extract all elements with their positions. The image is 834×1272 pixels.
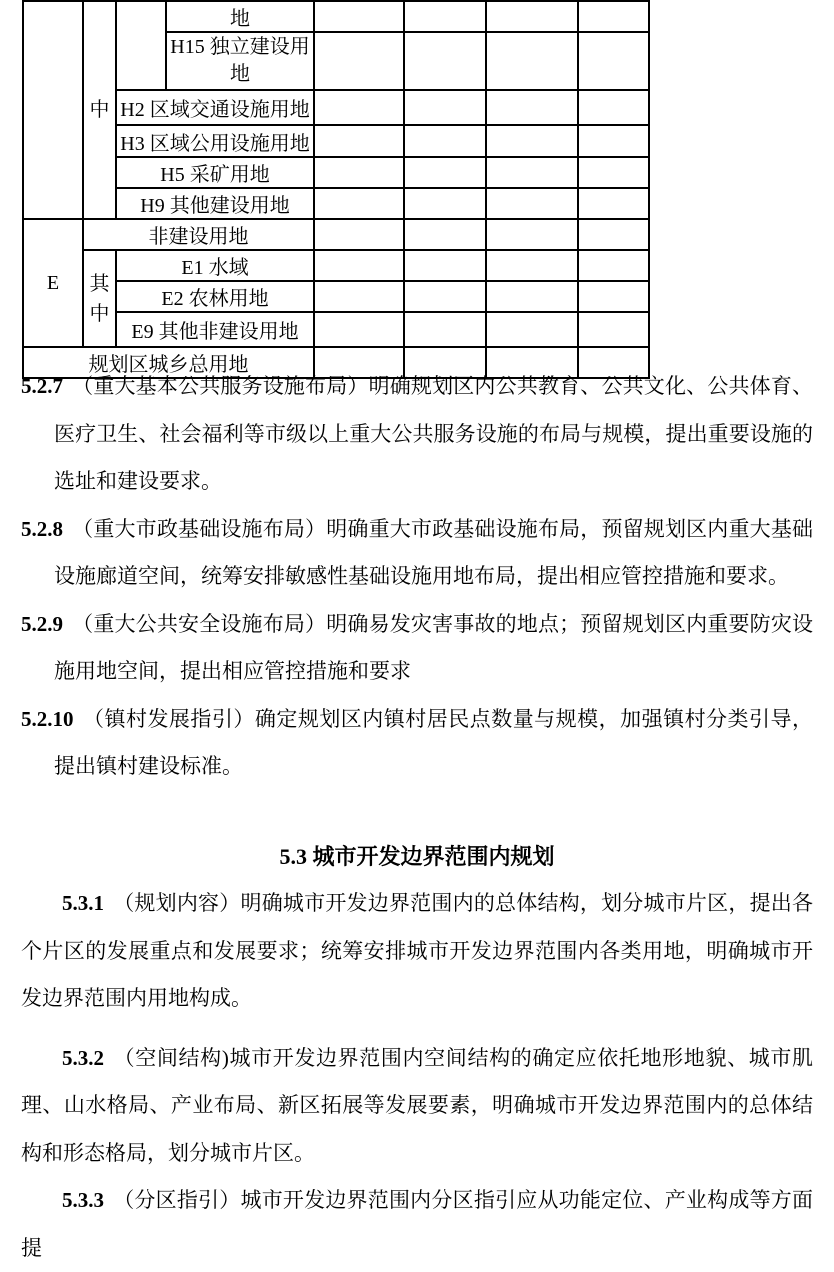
- table-data-cell: [404, 219, 486, 250]
- table-data-cell: [314, 250, 404, 281]
- table-data-cell: [578, 188, 649, 219]
- table-data-cell: [486, 125, 578, 157]
- table-data-cell: [314, 90, 404, 125]
- table-cell-h5: H5 采矿用地: [116, 157, 314, 188]
- table-data-cell: [486, 312, 578, 347]
- table-data-cell: [578, 90, 649, 125]
- table-cell-h2: H2 区域交通设施用地: [116, 90, 314, 125]
- clause-text: （重大公共安全设施布局）明确易发灾害事故的地点；预留规划区内重要防灾设施用地空间，提出相应管控措施和要求: [54, 611, 813, 683]
- table-data-cell: [314, 281, 404, 312]
- clause-number: 5.2.8: [21, 516, 63, 541]
- clause-number: 5.2.7: [21, 374, 63, 398]
- clause-text: （重大基本公共服务设施布局）明确规划区内公共教育、公共文化、公共体育、医疗卫生、社会福利等市级以上重大公共服务设施的布局与规模，提出重要设施的选址和建设要求。: [54, 374, 813, 493]
- table-data-cell: [314, 188, 404, 219]
- table-data-cell: [486, 90, 578, 125]
- table-cell-e-letter: E: [23, 219, 83, 347]
- table-data-cell: [404, 188, 486, 219]
- table-data-cell: [578, 219, 649, 250]
- table-data-cell: [578, 32, 649, 90]
- clause-text: （空间结构)城市开发边界范围内空间结构的确定应依托地形地貌、城市肌理、山水格局、产业布局、新区拓展等发展要素，明确城市开发边界范围内的总体结构和形态格局，划分城市片区。: [21, 1045, 813, 1165]
- table-data-cell: [314, 32, 404, 90]
- section-heading-5-3: 5.3 城市开发边界范围内规划: [279, 843, 555, 869]
- table-data-cell: [314, 219, 404, 250]
- clause-5-2-10: [21, 696, 813, 791]
- table-cell-h15: H15 独立建设用地: [166, 32, 314, 90]
- table-cell-total: 规划区城乡总用地: [23, 347, 314, 378]
- table-cell-non-construction: 非建设用地: [83, 219, 314, 250]
- table-data-cell: [404, 157, 486, 188]
- clause-number: 5.3.1: [62, 891, 104, 915]
- table-data-cell: [404, 1, 486, 32]
- table-data-cell: [404, 250, 486, 281]
- clause-5-3-2: [21, 1035, 813, 1178]
- table-data-cell: [578, 125, 649, 157]
- clause-5-2-8: [21, 506, 813, 601]
- clause-text: （分区指引）城市开发边界范围内分区指引应从功能定位、产业构成等方面提: [21, 1188, 813, 1260]
- table-data-cell: [314, 1, 404, 32]
- clause-number: 5.3.3: [62, 1188, 104, 1212]
- table-data-cell: [486, 157, 578, 188]
- clause-text: （重大市政基础设施布局）明确重大市政基础设施布局，预留规划区内重大基础设施廊道空间，统筹安排敏感性基础设施用地布局，提出相应管控措施和要求。: [54, 516, 813, 588]
- clause-5-3-1: [21, 880, 813, 1023]
- table-cell-sub-spacer: [116, 1, 166, 90]
- table-data-cell: [578, 157, 649, 188]
- table-data-cell: [578, 312, 649, 347]
- table-cell-h-group: [23, 1, 83, 219]
- land-use-table: [22, 0, 650, 379]
- table-data-cell: [314, 312, 404, 347]
- table-data-cell: [404, 32, 486, 90]
- clause-number: 5.3.2: [62, 1045, 104, 1070]
- table-cell-e-qizhong: 其中: [83, 250, 116, 347]
- table-data-cell: [486, 219, 578, 250]
- table-data-cell: [578, 250, 649, 281]
- table-data-cell: [404, 125, 486, 157]
- document-body: [21, 363, 813, 1272]
- table-cell-e1: E1 水域: [116, 250, 314, 281]
- table-data-cell: [486, 250, 578, 281]
- clause-number: 5.2.9: [21, 611, 63, 636]
- table-cell-h3: H3 区域公用设施用地: [116, 125, 314, 157]
- table-cell-e9: E9 其他非建设用地: [116, 312, 314, 347]
- table-data-cell: [404, 312, 486, 347]
- clause-5-2-7: [21, 363, 813, 506]
- table-cell-h9: H9 其他建设用地: [116, 188, 314, 219]
- table-data-cell: [578, 281, 649, 312]
- table-data-cell: [404, 90, 486, 125]
- table-data-cell: [486, 32, 578, 90]
- table-cell-label-fragment: 地: [166, 1, 314, 32]
- table-data-cell: [404, 281, 486, 312]
- clause-5-2-9: [21, 601, 813, 696]
- table-data-cell: [314, 157, 404, 188]
- table-data-cell: [486, 281, 578, 312]
- clause-text: （规划内容）明确城市开发边界范围内的总体结构，划分城市片区，提出各个片区的发展重点和发展要求；统筹安排城市开发边界范围内各类用地，明确城市开发边界范围内用地构成。: [21, 891, 813, 1010]
- clause-text: （镇村发展指引）确定规划区内镇村居民点数量与规模，加强镇村分类引导，提出镇村建设标准。: [54, 706, 813, 778]
- table-cell-e2: E2 农林用地: [116, 281, 314, 312]
- clause-number: 5.2.10: [21, 706, 74, 731]
- clause-5-3-3: [21, 1177, 813, 1272]
- table-data-cell: [314, 125, 404, 157]
- table-cell-qizhong-partial: 中: [83, 1, 116, 219]
- table-data-cell: [486, 188, 578, 219]
- table-data-cell: [486, 1, 578, 32]
- table-data-cell: [578, 1, 649, 32]
